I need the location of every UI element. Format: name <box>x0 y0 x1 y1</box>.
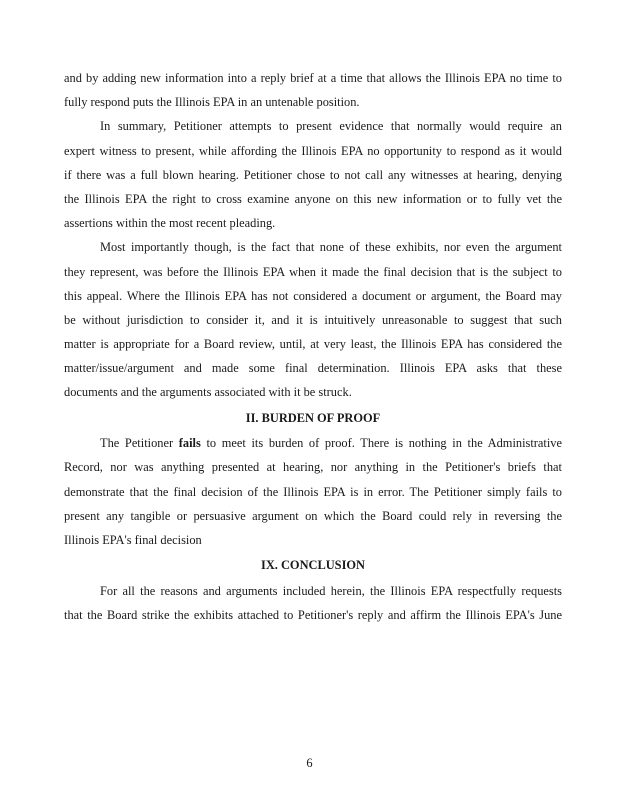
page-number: 6 <box>306 756 313 770</box>
text-line: For all the reasons and arguments included herein, the Illinois EPA respectfully requests <box>100 583 562 598</box>
text-line: present any tangible or persuasive argument on which the Board could rely in reversing the <box>64 508 562 523</box>
text-line: they represent, was before the Illinois EPA when it made the final decision that is the subject to <box>64 264 562 279</box>
text-span: The Petitioner <box>100 436 179 451</box>
text-line: documents and the arguments associated with it be struck. <box>64 385 352 400</box>
text-line: assertions within the most recent pleading. <box>64 216 276 231</box>
text-span: to meet its burden of proof. There is nothing in the Administrative <box>200 436 562 451</box>
section-heading: II. BURDEN OF PROOF <box>245 410 381 425</box>
text-line: the Illinois EPA the right to cross examine anyone on this new information or to fully vet the <box>64 191 562 206</box>
text-line: and by adding new information into a reply brief at a time that allows the Illinois EPA no time to <box>64 71 562 85</box>
text-line: that the Board strike the exhibits attached to Petitioner's reply and affirm the Illinois EPA's June <box>64 607 562 622</box>
text-line: be without jurisdiction to consider it, and it is intuitively unreasonable to suggest that such <box>64 312 562 327</box>
text-line: fully respond puts the Illinois EPA in an untenable position. <box>64 95 360 110</box>
text-line: Illinois EPA's final decision <box>64 532 202 547</box>
bold-text: fails <box>178 436 201 451</box>
text-line: Record, nor was anything presented at hearing, nor anything in the Petitioner's briefs that <box>64 460 562 475</box>
text-line: matter is appropriate for a Board review, until, at very least, the Illinois EPA has considered the <box>64 337 562 352</box>
text-line: expert witness to present, while affording the Illinois EPA no opportunity to respond as it would <box>64 143 562 158</box>
section-heading: IX. CONCLUSION <box>261 558 365 573</box>
text-line: Most importantly though, is the fact that none of these exhibits, nor even the argument <box>100 240 562 255</box>
text-line: this appeal. Where the Illinois EPA has not considered a document or argument, the Board may <box>64 288 562 303</box>
text-line: if there was a full blown hearing. Petitioner chose to not call any witnesses at hearing, denying <box>64 167 562 182</box>
text-line: matter/issue/argument and made some final determination. Illinois EPA asks that these <box>64 361 562 376</box>
text-line: In summary, Petitioner attempts to present evidence that normally would require an <box>100 119 562 134</box>
text-line: demonstrate that the final decision of the Illinois EPA is in error. The Petitioner simply fails to <box>64 484 562 499</box>
body-text <box>64 66 562 627</box>
text-line <box>64 431 562 455</box>
